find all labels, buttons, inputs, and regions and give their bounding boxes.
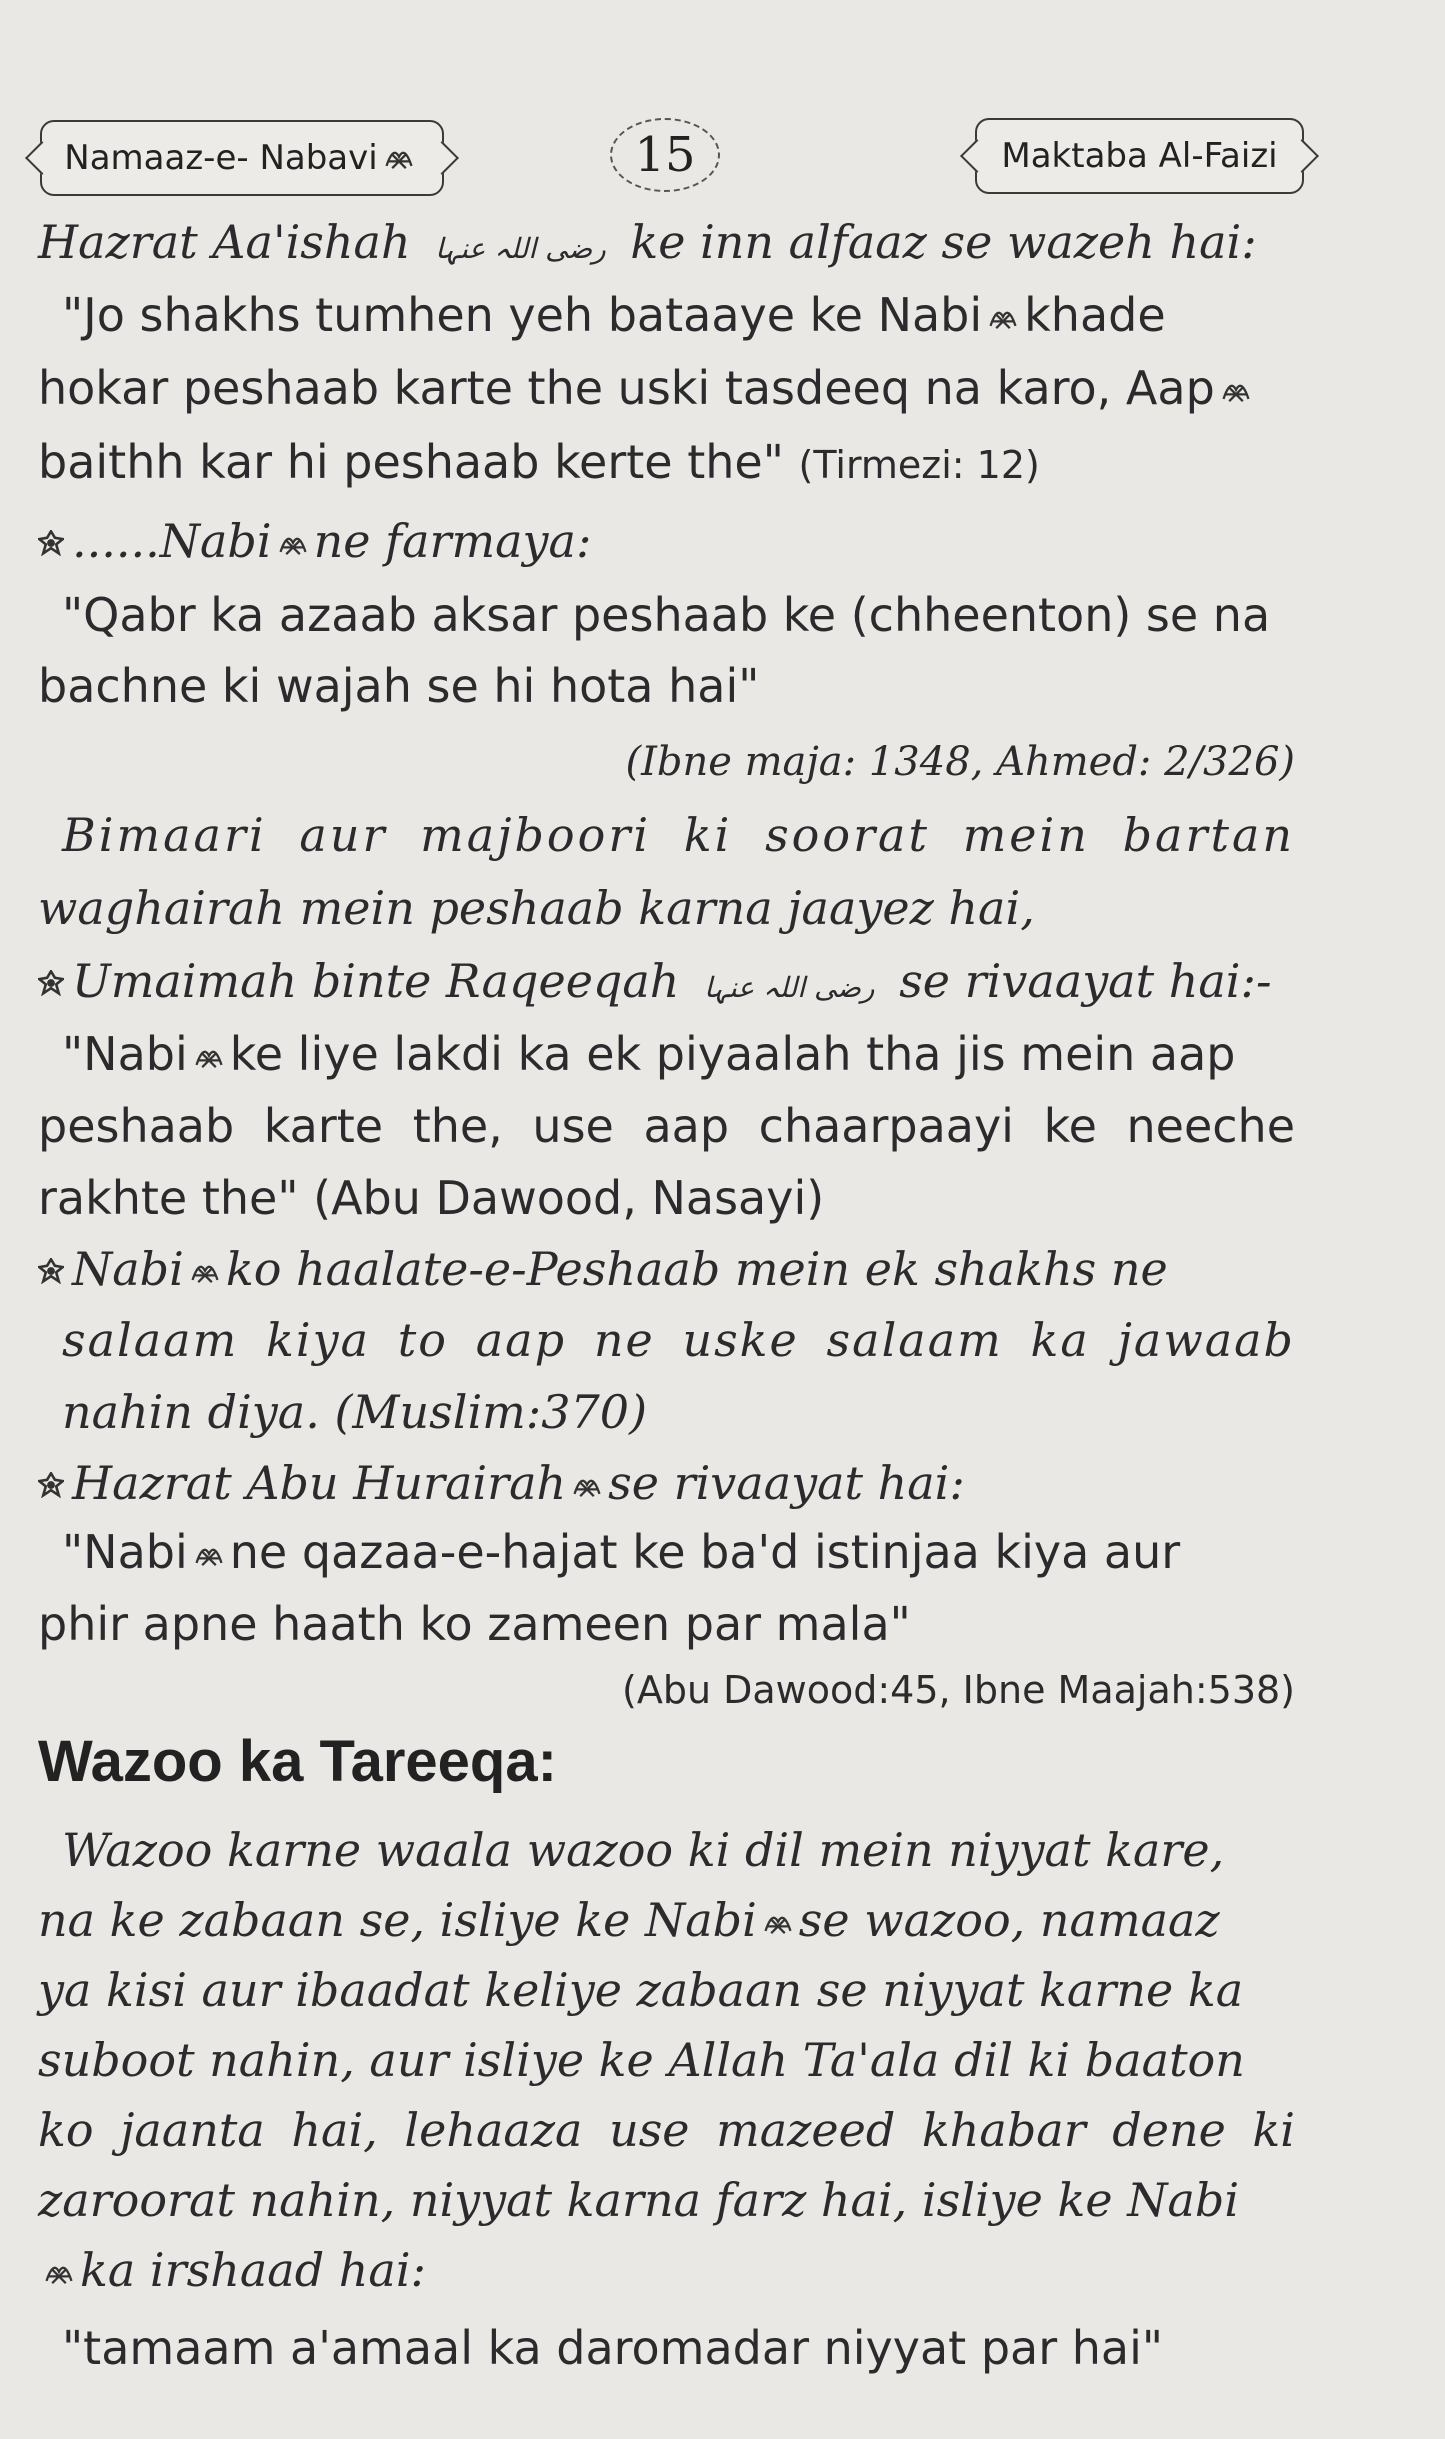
flower-bullet-icon: [38, 510, 64, 536]
text-line: [38, 510, 1295, 571]
text-line: [38, 1096, 1295, 1156]
header-publisher-text: Maktaba Al-Faizi: [1001, 136, 1278, 176]
text-line: [38, 358, 1295, 418]
text-line: [38, 1960, 1295, 2020]
text-line: [38, 732, 1295, 792]
text-span: "Jo shakhs tumhen yeh bataaye ke Nabi: [62, 288, 983, 342]
text-span: Wazoo karne waala wazoo ki dil mein niyyat kare,: [62, 1823, 1225, 1877]
text-span: ne farmaya:: [313, 514, 592, 568]
arabic-honorific: رضی اللہ عنہا: [435, 232, 606, 265]
salutation-icon: [192, 1028, 226, 1062]
text-span: ya kisi aur ibaadat keliye zabaan se niyyat karne ka: [38, 1963, 1244, 2017]
text-span: salaam kiya to aap ne uske salaam ka jawaab: [62, 1313, 1295, 1367]
text-line: [38, 432, 1295, 495]
text-span: Umaimah binte Raqeeqah: [72, 954, 680, 1008]
page-number: 15: [634, 127, 696, 183]
header-book-title-text: Namaaz-e- Nabavi: [64, 138, 378, 178]
text-line: [38, 1594, 1295, 1654]
salutation-icon: [192, 1526, 226, 1560]
arabic-honorific: رضی اللہ عنہا: [704, 971, 875, 1004]
text-span: waghairah mein peshaab karna jaayez hai,: [38, 881, 1035, 935]
text-line: [38, 878, 1295, 938]
citation: (Tirmezi: 12): [798, 443, 1040, 487]
text-span: ko jaanta hai, lehaaza use mazeed khabar dene ki: [38, 2103, 1295, 2157]
salutation-icon: [1219, 362, 1253, 396]
salutation-icon: [42, 2244, 76, 2278]
salutation-icon: [276, 515, 310, 549]
text-span: ......Nabi: [72, 514, 272, 568]
text-line: [62, 2318, 1295, 2378]
text-span: se rivaayat hai:-: [899, 954, 1272, 1008]
text-line: [38, 656, 1295, 716]
text-span: bachne ki wajah se hi hota hai": [38, 659, 760, 713]
text-span: se rivaayat hai:: [608, 1456, 965, 1510]
text-line: [62, 1820, 1295, 1880]
salutation-icon: [986, 289, 1020, 323]
text-span: ko haalate-e-Peshaab mein ek shakhs ne: [225, 1242, 1168, 1296]
salutation-icon: [761, 1894, 795, 1928]
text-span: na ke zabaan se, isliye ke Nabi: [38, 1893, 757, 1947]
text-span: Hazrat Abu Hurairah: [72, 1456, 567, 1510]
text-span: hokar peshaab karte the uski tasdeeq na karo, Aap: [38, 361, 1215, 415]
text-span: zaroorat nahin, niyyat karna farz hai, isliye ke Nabi: [38, 2173, 1240, 2227]
salutation-icon: [188, 1243, 222, 1277]
header-publisher: [975, 118, 1304, 194]
flower-bullet-icon: [38, 950, 64, 976]
salutation-icon: [382, 141, 416, 175]
text-line: [38, 1168, 1295, 1228]
citation: (Ibne maja: 1348, Ahmed: 2/326): [625, 739, 1295, 785]
salutation-icon: [570, 1457, 604, 1491]
text-line: [62, 585, 1295, 645]
section-heading: Wazoo ka Tareeqa:: [38, 1729, 557, 1794]
text-line: [38, 2170, 1295, 2230]
page-number-ornament: [600, 110, 730, 200]
text-line: [62, 1310, 1295, 1370]
text-span: peshaab karte the, use aap chaarpaayi ke neeche: [38, 1099, 1295, 1153]
text-line: [38, 1452, 1295, 1513]
text-line: [38, 1660, 1295, 1720]
text-line: [38, 2030, 1295, 2090]
text-line: [38, 212, 1295, 279]
text-span: suboot nahin, aur isliye ke Allah Ta'ala dil ki baaton: [38, 2033, 1245, 2087]
header-book-title: [40, 120, 444, 196]
text-line: [62, 805, 1295, 865]
flower-bullet-icon: [38, 1452, 64, 1478]
text-span: "tamaam a'amaal ka daromadar niyyat par hai": [62, 2321, 1164, 2375]
text-line: [62, 1382, 1295, 1442]
text-span: "Nabi: [62, 1027, 188, 1081]
text-span: "Qabr ka azaab aksar peshaab ke (chheenton) se na: [62, 588, 1271, 642]
text-span: ka irshaad hai:: [80, 2243, 427, 2297]
text-line: [38, 1238, 1295, 1299]
text-span: se wazoo, namaaz: [798, 1893, 1220, 1947]
text-line: [38, 1890, 1295, 1950]
text-span: "Nabi: [62, 1525, 188, 1579]
text-span: nahin diya. (Muslim:370): [62, 1385, 648, 1439]
text-span: baithh kar hi peshaab kerte the": [38, 435, 784, 489]
text-span: khade: [1024, 288, 1166, 342]
text-line: [62, 1522, 1295, 1582]
flower-bullet-icon: [38, 1238, 64, 1264]
text-span: phir apne haath ko zameen par mala": [38, 1597, 911, 1651]
text-line: [38, 950, 1295, 1018]
text-line: [38, 2240, 1295, 2300]
text-span: rakhte the" (Abu Dawood, Nasayi): [38, 1171, 825, 1225]
text-span: ke liye lakdi ka ek piyaalah tha jis mein aap: [229, 1027, 1236, 1081]
text-span: Hazrat Aa'ishah: [38, 215, 411, 269]
text-span: ne qazaa-e-hajat ke ba'd istinjaa kiya aur: [229, 1525, 1181, 1579]
text-line: [62, 285, 1295, 345]
text-span: Bimaari aur majboori ki soorat mein bartan: [62, 808, 1295, 862]
citation: (Abu Dawood:45, Ibne Maajah:538): [622, 1668, 1295, 1712]
text-line: [62, 1024, 1295, 1084]
text-span: ke inn alfaaz se wazeh hai:: [630, 215, 1257, 269]
text-span: Nabi: [72, 1242, 184, 1296]
text-line: [38, 2100, 1295, 2160]
